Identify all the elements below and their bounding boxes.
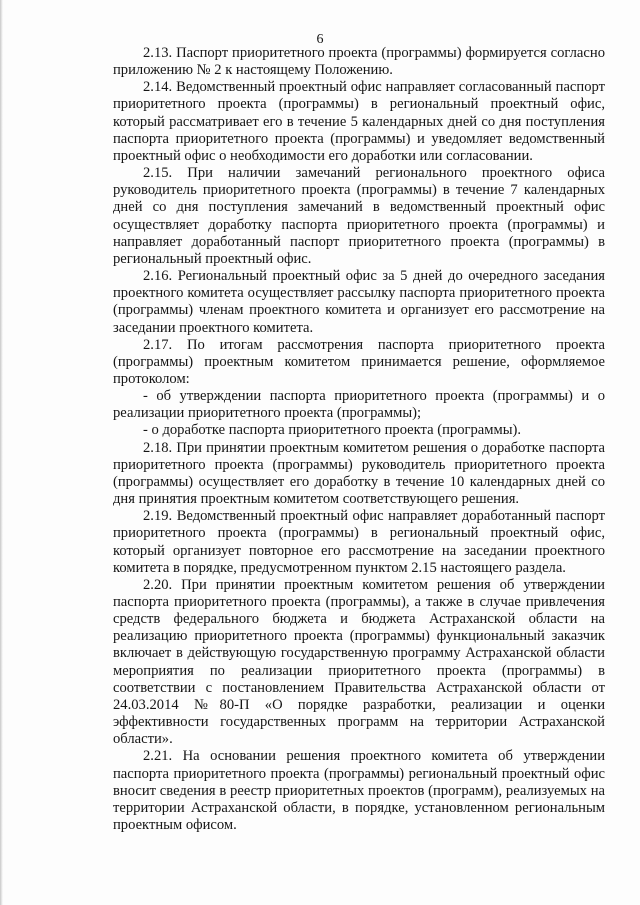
paragraph-2-20: 2.20. При принятии проектным комитетом решения об утверждении паспорта приоритетного проекта (программы), а также в случае привлечения средств федерального бюджета и бюджета Астраханской области на реализацию приоритетного проекта (программы) функциональный заказчик включает в действующую государственную программу Астраханской области мероприятия по реализации приоритетного проекта (программы) в соответствии с постановлением Правительства Астраханской области от 24.03.2014 №80-П «О порядке разработки, реализации и оценки эффективности государственных программ на территории Астраханской области». xyxy=(113,576,605,748)
paragraph-2-13: 2.13. Паспорт приоритетного проекта (программы) формируется согласно приложению № 2 к настоящему Положению. xyxy=(113,45,605,79)
list-item-revision: - о доработке паспорта приоритетного проекта (программы). xyxy=(143,422,522,439)
paragraph-2-19: 2.19. Ведомственный проектный офис направляет доработанный паспорт приоритетного проекта (программы) в региональный проектный офис, который организует повторное его рассмотрение на заседании проектного комитета в порядке, предусмотренном пунктом 2.15 настоящего раздела. xyxy=(113,508,605,576)
paragraph-2-18: 2.18. При принятии проектным комитетом решения о доработке паспорта приоритетного проекта (программы) руководитель приоритетного проекта (программы) осуществляет его доработку в течение 10 календарных дней со дня принятия проектным комитетом соответствующего решения. xyxy=(113,439,605,508)
paragraph-2-15: 2.15. При наличии замечаний регионального проектного офиса руководитель приоритетного проекта (программы) в течение 7 календарных дней со дня поступления замечаний в ведомственный проектный офис осуществляет доработку паспорта приоритетного проекта (программы) и направляет доработанный паспорт приоритетного проекта (программы) в региональный проектный офис. xyxy=(113,165,605,267)
paragraph-2-14: 2.14. Ведомственный проектный офис направляет согласованный паспорт приоритетного проекта (программы) в региональный проектный офис, который рассматривает его в течение 5 календарных дней со дня поступления паспорта приоритетного проекта (программы) и уведомляет ведомственный проектный офис о необходимости его доработки или согласовании. xyxy=(113,79,605,164)
paragraph-2-16: 2.16. Региональный проектный офис за 5 дней до очередного заседания проектного комитета осуществляет рассылку паспорта приоритетного проекта (программы) членам проектного комитета и организует его рассмотрение на заседании проектного комитета. xyxy=(113,268,605,336)
paragraph-2-17: 2.17. По итогам рассмотрения паспорта приоритетного проекта (программы) проектным комитетом принимается решение, оформляемое протоколом: xyxy=(113,336,605,387)
scan-edge-shadow xyxy=(0,0,3,905)
list-item-approval: - об утверждении паспорта приоритетного проекта (программы) и о реализации приоритетного проекта (программы); xyxy=(113,388,605,422)
paragraph-2-21: 2.21. На основании решения проектного комитета об утверждении паспорта приоритетного проекта (программы) региональный проектный офис вносит сведения в реестр приоритетных проектов (программ), реализуемых на территории Астраханской области, в порядке, установленном региональным проектным офисом. xyxy=(113,748,605,834)
document-body xyxy=(113,45,605,834)
page-number: 6 xyxy=(316,32,324,47)
